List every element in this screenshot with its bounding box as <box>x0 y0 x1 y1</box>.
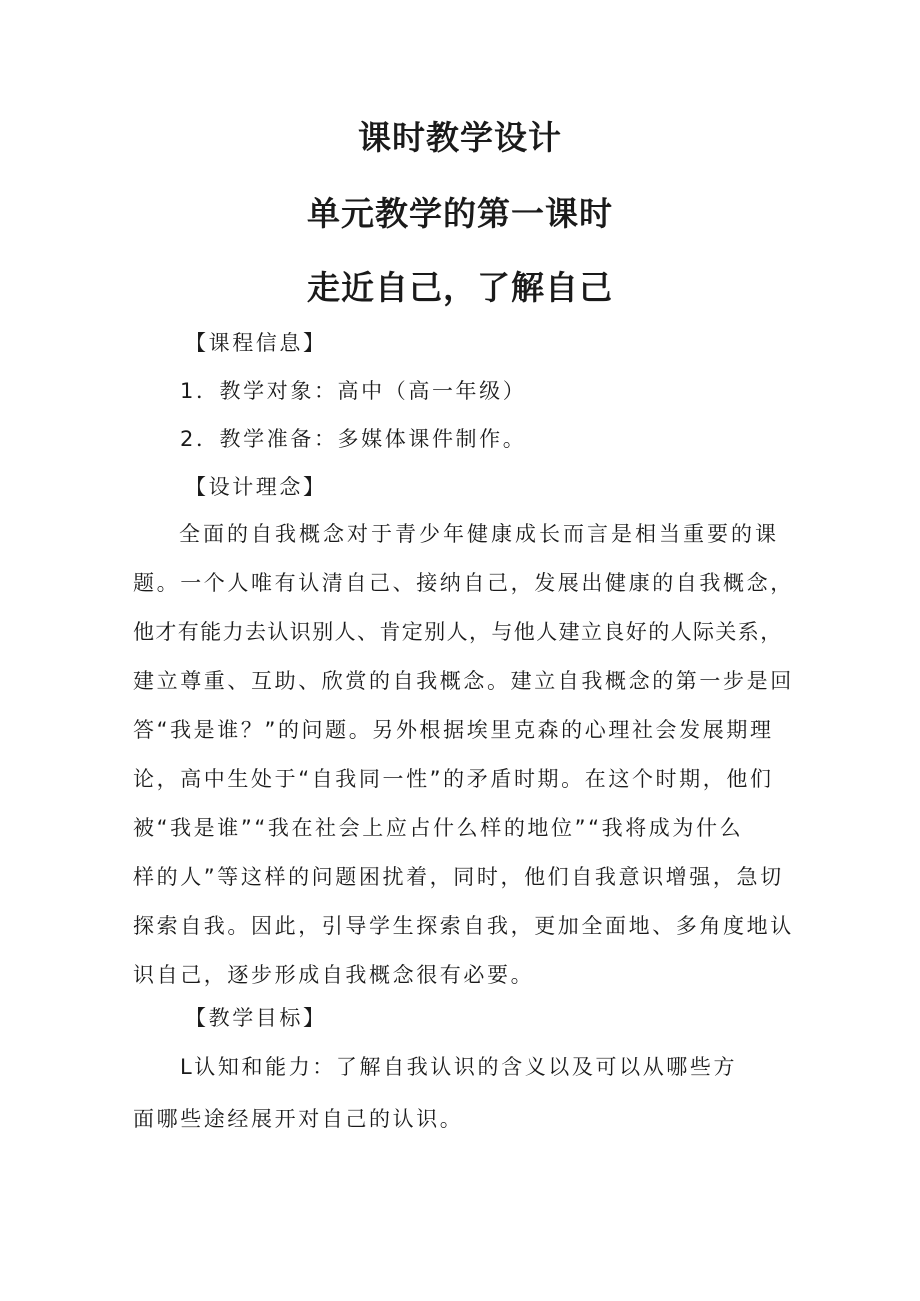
paragraph-line: 答“我是谁？”的问题。另外根据埃里克森的心理社会发展期理 <box>133 718 774 742</box>
paragraph-line: 样的人”等这样的问题困扰着，同时，他们自我意识增强，急切 <box>133 865 784 889</box>
lesson-title: 走近自己，了解自己 <box>307 268 613 307</box>
paragraph-line: 建立尊重、互助、欣赏的自我概念。建立自我概念的第一步是回 <box>133 669 794 693</box>
course-info-item: 1．教学对象：高中（高一年级） <box>180 379 527 403</box>
teaching-goal-line: L认知和能力：了解自我认识的含义以及可以从哪些方 <box>180 1055 738 1079</box>
paragraph-line: 全面的自我概念对于青少年健康成长而言是相当重要的课 <box>179 522 779 546</box>
document-title: 课时教学设计 <box>358 118 562 157</box>
teaching-goal-line: 面哪些途经展开对自己的认识。 <box>133 1107 464 1131</box>
paragraph-line: 识自己，逐步形成自我概念很有必要。 <box>133 963 535 987</box>
course-info-heading: 【课程信息】 <box>185 331 327 355</box>
paragraph-line: 探索自我。因此，引导学生探索自我，更加全面地、多角度地认 <box>133 914 794 938</box>
paragraph-line: 被“我是谁”“我在社会上应占什么样的地位”“我将成为什么 <box>133 816 744 840</box>
paragraph-line: 他才有能力去认识别人、肯定别人，与他人建立良好的人际关系， <box>133 620 783 644</box>
course-info-item: 2．教学准备：多媒体课件制作。 <box>180 427 527 451</box>
paragraph-line: 题。一个人唯有认清自己、接纳自己，发展出健康的自我概念， <box>133 571 794 595</box>
design-concept-paragraph <box>133 516 793 1006</box>
teaching-goals-heading: 【教学目标】 <box>185 1006 327 1030</box>
design-concept-heading: 【设计理念】 <box>185 475 327 499</box>
document-subtitle: 单元教学的第一课时 <box>307 194 613 233</box>
paragraph-line: 论，高中生处于“自我同一性”的矛盾时期。在这个时期，他们 <box>133 767 774 791</box>
